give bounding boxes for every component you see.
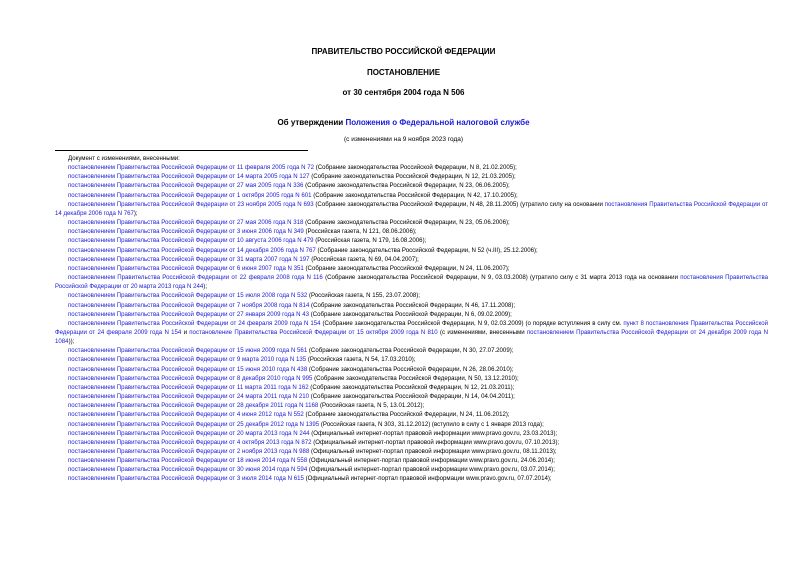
amendment-item: [55, 438, 768, 447]
amendment-link[interactable]: постановлением Правительства Российской Федерации от 7 ноября 2008 года N 814: [68, 301, 310, 309]
amendment-note: (Официальный интернет-портал правовой информации www.pravo.gov.ru, 23.03.2013);: [309, 429, 558, 437]
amendment-link[interactable]: постановлением Правительства Российской Федерации от 24 декабря 2009 года N 1084: [55, 328, 768, 346]
amendment-note: (Российская газета, N 179, 16.08.2006);: [313, 237, 427, 245]
amendment-item: [55, 429, 768, 438]
amendment-note: (Собрание законодательства Российской Федерации, N 23, 06.06.2005);: [303, 182, 510, 190]
amendment-link[interactable]: постановлением Правительства Российской Федерации от 25 декабря 2012 года N 1395: [68, 420, 320, 428]
amendment-item: [55, 163, 768, 172]
amendment-link[interactable]: постановлением Правительства Российской Федерации от 14 декабря 2006 года N 767: [68, 246, 316, 254]
amendment-link[interactable]: постановлением Правительства Российской Федерации от 24 марта 2011 года N 210: [68, 393, 310, 401]
amendment-link[interactable]: постановлением Правительства Российской Федерации от 27 января 2009 года N 43: [68, 310, 310, 318]
amendment-item: [55, 172, 768, 181]
amendment-item: [55, 236, 768, 245]
amendment-note: (Собрание законодательства Российской Федерации, N 12, 21.03.2011);: [308, 383, 515, 391]
amendment-note: );: [133, 209, 138, 217]
amendment-link[interactable]: постановлением Правительства Российской Федерации от 10 августа 2006 года N 479: [68, 237, 314, 245]
amended-note: (с изменениями на 9 ноября 2023 года): [343, 136, 464, 143]
amendment-item: [55, 255, 768, 264]
amendment-note: (Официальный интернет-портал правовой информации www.pravo.gov.ru, 07.07.2014);: [303, 475, 552, 483]
amendment-note: (Собрание законодательства Российской Федерации, N 6, 09.02.2009);: [309, 310, 512, 318]
intro-text: Документ с изменениями, внесенными:: [68, 155, 180, 162]
amendment-link[interactable]: пункт 8 постановления Правительства Российской Федерации от 24 февраля 2009 года N 154: [55, 319, 769, 336]
amendment-item: [55, 218, 768, 227]
amendment-item: [55, 355, 768, 364]
amendment-note: (Собрание законодательства Российской Федерации, N 42, 17.10.2005);: [311, 191, 518, 199]
amendment-note: (Собрание законодательства Российской Федерации, N 12, 21.03.2005);: [309, 173, 516, 181]
amendment-link[interactable]: постановлением Правительства Российской Федерации от 4 июня 2012 года N 552: [68, 411, 304, 419]
amendment-item: [55, 474, 768, 483]
amendment-item: [55, 227, 768, 236]
amendment-note: (Собрание законодательства Российской Федерации, N 52 (ч.III), 25.12.2006);: [315, 246, 538, 254]
amendment-note: );: [203, 283, 208, 291]
amendment-note: (Собрание законодательства Российской Федерации, N 24, 11.06.2007);: [303, 264, 510, 272]
amendment-item: [55, 456, 768, 465]
amendment-item: [55, 365, 768, 374]
amendment-link[interactable]: постановлением Правительства Российской Федерации от 20 марта 2013 года N 244: [68, 429, 310, 437]
amendment-item: [55, 310, 768, 319]
amendment-link[interactable]: постановлением Правительства Российской Федерации от 24 февраля 2009 года N 154: [68, 319, 321, 327]
amendment-link[interactable]: постановлением Правительства Российской Федерации от 31 марта 2007 года N 197: [68, 255, 310, 263]
amendment-note: (Российская газета, N 54, 17.03.2010);: [306, 356, 416, 364]
amendments-block: [55, 154, 768, 484]
amendment-note: (Российская газета, N 121, 08.06.2006);: [303, 228, 417, 236]
amendment-link[interactable]: постановлением Правительства Российской Федерации от 4 октября 2013 года N 872: [68, 438, 312, 446]
amendment-link[interactable]: постановлением Правительства Российской Федерации от 11 февраля 2005 года N 72: [68, 164, 314, 172]
amendment-note: (Собрание законодательства Российской Федерации, N 23, 05.06.2006);: [303, 219, 510, 227]
amendment-note: (Собрание законодательства Российской Федерации, N 48, 28.11.2005) (утратило силу на основании: [313, 200, 605, 208]
amendment-link[interactable]: постановлением Правительства Российской Федерации от 27 мая 2006 года N 318: [68, 219, 304, 227]
amendment-item: [55, 291, 768, 300]
amendment-item: [55, 191, 768, 200]
amendment-item: [55, 465, 768, 474]
government-heading: ПРАВИТЕЛЬСТВО РОССИЙСКОЙ ФЕДЕРАЦИИ: [311, 47, 496, 56]
amendment-note: (Собрание законодательства Российской Федерации, N 9, 03.03.2008) (утратило силу с 31 марта 2013 года на основании: [322, 274, 681, 282]
amendment-item: [55, 447, 768, 456]
amendment-item: [55, 392, 768, 401]
document-title: [0, 118, 807, 128]
amendment-note: (Российская газета, N 5, 13.01.2012);: [318, 402, 425, 410]
amendment-note: ));: [68, 338, 75, 346]
amendment-link[interactable]: постановлением Правительства Российской Федерации от 28 декабря 2011 года N 1168: [68, 402, 319, 410]
amendment-note: (Собрание законодательства Российской Федерации, N 46, 17.11.2008);: [309, 301, 516, 309]
amendment-note: (Российская газета, N 69, 04.04.2007);: [309, 255, 419, 263]
amendment-link[interactable]: постановлением Правительства Российской Федерации от 15 июля 2008 года N 532: [68, 292, 308, 300]
document-date: от 30 сентября 2004 года N 506: [342, 88, 465, 97]
amendment-note: (Собрание законодательства Российской Федерации, N 8, 21.02.2005);: [314, 164, 517, 172]
amendment-note: (Собрание законодательства Российской Федерации, N 9, 02.03.2009) (о порядке вступления в силу см.: [320, 319, 624, 327]
amendment-link[interactable]: постановлением Правительства Российской Федерации от 3 июля 2014 года N 615: [68, 475, 304, 483]
amendment-link[interactable]: постановлением Правительства Российской Федерации от 23 ноября 2005 года N 693: [68, 200, 314, 208]
amendment-note: (Собрание законодательства Российской Федерации, N 30, 27.07.2009);: [307, 347, 514, 355]
amendment-item: [55, 346, 768, 355]
amendment-link[interactable]: постановлением Правительства Российской Федерации от 30 июня 2014 года N 594: [68, 466, 308, 474]
amendment-item: [55, 181, 768, 190]
amendment-item: [55, 401, 768, 410]
amendment-item: [55, 374, 768, 383]
amendment-link[interactable]: постановлением Правительства Российской Федерации от 8 декабря 2010 года N 995: [68, 374, 313, 382]
amendment-item: [55, 319, 768, 346]
amendment-link[interactable]: постановления Правительства Российской Федерации от 14 декабря 2006 года N 767: [55, 200, 768, 217]
amendment-note: (Собрание законодательства Российской Федерации, N 14, 04.04.2011);: [309, 393, 515, 401]
amendment-link[interactable]: постановление Правительства Российской Федерации от 15 октября 2009 года N 810: [189, 328, 438, 336]
amendment-item: [55, 383, 768, 392]
amendment-note: (Официальный интернет-портал правовой информации www.pravo.gov.ru, 24.06.2014);: [307, 457, 555, 465]
amendments-list: [55, 163, 768, 483]
amendment-link[interactable]: постановлением Правительства Российской Федерации от 1 октября 2005 года N 601: [68, 191, 312, 199]
amendment-link[interactable]: постановлением Правительства Российской Федерации от 11 марта 2011 года N 162: [68, 383, 309, 391]
amendment-note: и: [181, 328, 190, 336]
title-prefix: Об утверждении: [277, 118, 346, 127]
amendment-link[interactable]: постановлением Правительства Российской Федерации от 22 февраля 2008 года N 116: [68, 274, 323, 282]
amendment-link[interactable]: постановлением Правительства Российской Федерации от 14 марта 2005 года N 127: [68, 173, 310, 181]
amendment-note: (Собрание законодательства Российской Федерации, N 24, 11.06.2012);: [303, 411, 510, 419]
amendment-item: [55, 273, 768, 291]
divider-line: [55, 150, 308, 151]
amendment-note: (Официальный интернет-портал правовой информации www.pravo.gov.ru, 07.10.2013);: [311, 438, 560, 446]
amendment-link[interactable]: постановлением Правительства Российской Федерации от 15 июня 2009 года N 561: [68, 347, 308, 355]
amendment-link[interactable]: постановления Правительства Российской Федерации от 20 марта 2013 года N 244: [55, 274, 769, 291]
amendment-item: [55, 246, 768, 255]
amendment-item: [55, 301, 768, 310]
amendment-note: (Собрание законодательства Российской Федерации, N 50, 13.12.2010);: [312, 374, 519, 382]
title-link[interactable]: Положения о Федеральной налоговой службе: [345, 118, 530, 127]
amendment-link[interactable]: постановлением Правительства Российской Федерации от 9 марта 2010 года N 135: [68, 356, 307, 364]
amendment-link[interactable]: постановлением Правительства Российской Федерации от 27 мая 2005 года N 336: [68, 182, 304, 190]
amendment-item: [55, 264, 768, 273]
amendment-note: (Российская газета, N 303, 31.12.2012) (вступило в силу с 1 января 2013 года);: [319, 420, 544, 428]
amendment-link[interactable]: постановлением Правительства Российской Федерации от 6 июня 2007 года N 351: [68, 264, 304, 272]
amendment-link[interactable]: постановлением Правительства Российской Федерации от 2 ноября 2013 года N 988: [68, 448, 310, 455]
amendment-item: [55, 410, 768, 419]
amendment-item: [55, 200, 768, 218]
amendment-link[interactable]: постановлением Правительства Российской Федерации от 15 июня 2010 года N 438: [68, 365, 308, 373]
amendment-item: [55, 420, 768, 429]
amendment-note: (Официальный интернет-портал правовой информации www.pravo.gov.ru, 03.07.2014);: [307, 466, 555, 474]
amendment-link[interactable]: постановлением Правительства Российской Федерации от 3 июня 2006 года N 349: [68, 228, 304, 236]
document-type: ПОСТАНОВЛЕНИЕ: [366, 68, 441, 77]
amendment-note: (Российская газета, N 155, 23.07.2008);: [307, 292, 420, 300]
amendment-note: (Официальный интернет-портал правовой информации www.pravo.gov.ru, 08.11.2013);: [309, 448, 557, 455]
amendment-link[interactable]: постановлением Правительства Российской Федерации от 18 июня 2014 года N 558: [68, 457, 308, 465]
amendment-note: (Собрание законодательства Российской Федерации, N 26, 28.06.2010);: [307, 365, 514, 373]
amendment-note: (с изменениями, внесенными: [437, 328, 527, 336]
